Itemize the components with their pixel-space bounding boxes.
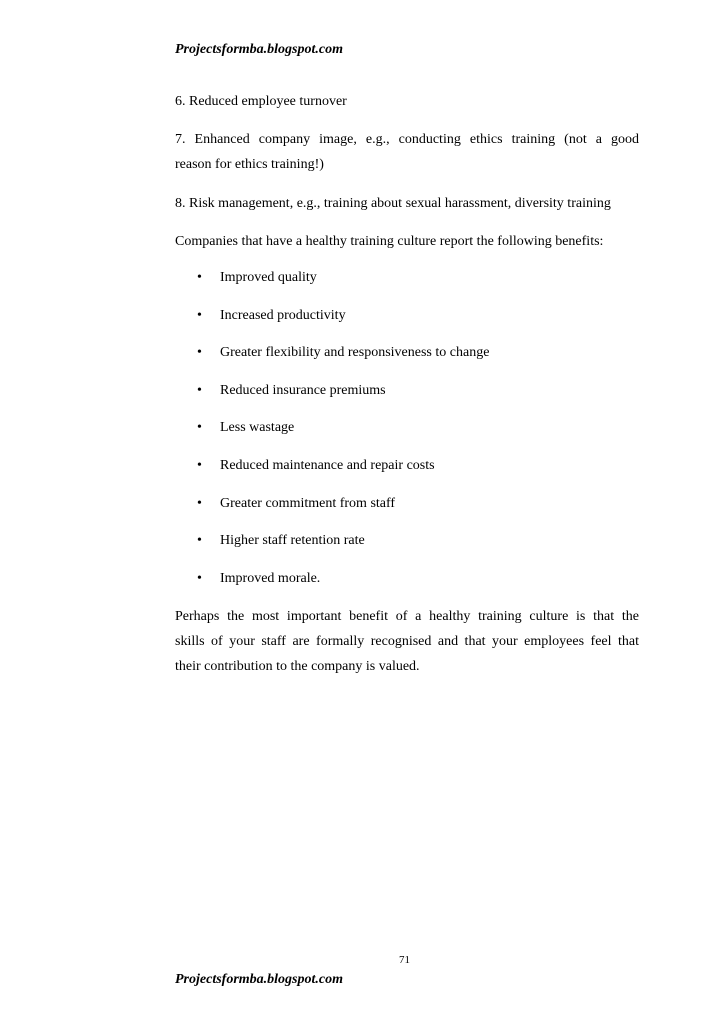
bullet-icon: • [197,495,202,511]
list-item [175,380,639,418]
item-6-reduced-turnover [175,89,639,114]
item-7-line-1: 7. Enhanced company image, e.g., conducting ethics training (not a good [175,132,639,147]
benefits-list [175,267,639,605]
list-item-label: Less wastage [220,420,295,436]
bullet-icon: • [197,270,202,285]
list-item [175,342,639,380]
list-item-label: Reduced insurance premiums [220,382,386,398]
list-item [175,455,639,493]
conclusion-line-3: their contribution to the company is valued. [175,659,420,674]
item-6-line: 6. Reduced employee turnover [175,94,347,109]
conclusion-line-2: skills of your staff are formally recognised and that your employees feel that [175,634,639,649]
bullet-icon: • [197,382,202,398]
bullet-icon: • [197,307,202,323]
item-8-risk-management [175,191,639,216]
bullet-icon: • [197,570,202,586]
item-7-line-2: reason for ethics training!) [175,157,324,172]
list-item [175,530,639,568]
list-item [175,267,639,305]
list-item-label: Improved quality [220,270,317,285]
list-item-label: Increased productivity [220,307,346,323]
item-8-line: 8. Risk management, e.g., training about sexual harassment, diversity training [175,196,611,211]
bullet-icon: • [197,420,202,436]
list-item [175,493,639,531]
header-site-name: Projectsformba.blogspot.com [175,42,343,57]
list-item-label: Reduced maintenance and repair costs [220,457,435,473]
list-item [175,305,639,343]
benefits-intro-line: Companies that have a healthy training culture report the following benefits: [175,234,604,249]
benefits-intro [175,229,639,254]
conclusion-paragraph [175,604,639,679]
list-item [175,568,639,606]
list-item-label: Greater commitment from staff [220,495,396,511]
bullet-icon: • [197,345,202,361]
bullet-icon: • [197,457,202,473]
list-item-label: Improved morale. [220,570,321,586]
page-number: 71 [399,954,410,966]
bullet-icon: • [197,533,202,549]
list-item-label: Greater flexibility and responsiveness to change [220,345,490,361]
list-item [175,417,639,455]
item-7-company-image [175,127,639,177]
list-item-label: Higher staff retention rate [220,533,365,549]
conclusion-line-1: Perhaps the most important benefit of a healthy training culture is that the [175,609,639,624]
footer-site-name: Projectsformba.blogspot.com [175,972,343,987]
